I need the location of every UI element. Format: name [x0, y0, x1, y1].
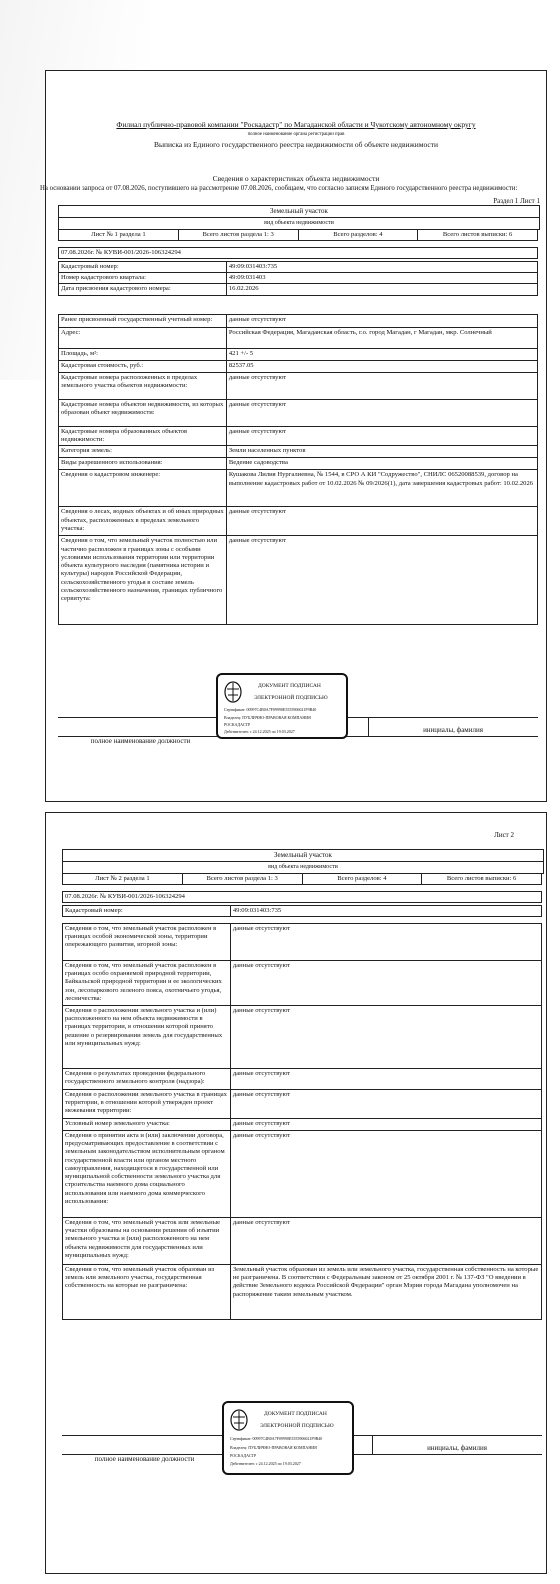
- field-value: данные отсутствуют: [226, 400, 537, 427]
- field-value: данные отсутствуют: [230, 1090, 541, 1119]
- list-number: Лист № 2 раздела 1: [63, 874, 183, 885]
- position-caption: полное наименование должности: [94, 1455, 195, 1463]
- field-label: Кадастровые номера расположенных в пределах земельного участка объектов недвижимости:: [59, 373, 227, 400]
- stamp-line1: ДОКУМЕНТ ПОДПИСАН: [264, 1411, 327, 1417]
- field-label: Виды разрешенного использования:: [59, 458, 227, 470]
- field-label: Сведения о расположении земельного участка и (или) расположенного на нем объекта недвижимости в границах территории, в отношении которой принято решение о резервировании земель для государственных или муниципальных нужд:: [63, 1006, 231, 1069]
- table-row: [63, 961, 542, 1006]
- field-label: Сведения о том, что земельный участок расположен в границах особой экономической зоны, территории опережающего развития, игорной зоны:: [63, 924, 231, 961]
- field-value: данные отсутствуют: [226, 536, 537, 625]
- field-value: данные отсутствуют: [226, 315, 537, 328]
- table-row: [59, 373, 538, 400]
- list-label: Лист 2: [494, 831, 514, 839]
- object-type-box: [58, 205, 540, 230]
- table-row: [63, 1006, 542, 1069]
- stamp-owner2: РОСКАДАСТР: [230, 1453, 257, 1458]
- field-value: 16.02.2026: [226, 284, 537, 295]
- object-type-box: [62, 849, 544, 874]
- reference-number: 07.08.2026г. № КУВИ-001/2026-106324294: [63, 892, 542, 903]
- field-label: Сведения о расположении земельного участка в границах территории, в отношении которой утвержден проект межевания территории:: [63, 1090, 231, 1119]
- field-label: Сведения о том, что земельный участок образован из земель или земельного участка, государственная собственность на которые не разграничена:: [63, 1265, 231, 1320]
- stamp-valid: Действителен: с 24.12.2025 по 19.03.2027: [230, 1461, 301, 1466]
- initials-caption: инициалы, фамилия: [423, 726, 483, 734]
- table-row: [59, 427, 538, 446]
- field-label: Кадастровые номера образованных объектов недвижимости:: [59, 427, 227, 446]
- table-row: [59, 284, 538, 295]
- field-value: 49:09:031403: [226, 273, 537, 284]
- table-row: [59, 507, 538, 536]
- field-value: Земли населенных пунктов: [226, 446, 537, 458]
- reference-row: [62, 891, 542, 903]
- razdel-total: Всего разделов: 4: [302, 874, 422, 885]
- field-value: данные отсутствуют: [230, 1006, 541, 1069]
- table-row: [59, 400, 538, 427]
- field-label: Кадастровые номера объектов недвижимости, из которых образован объект недвижимости:: [59, 400, 227, 427]
- cadastral-summary-table: [58, 261, 538, 296]
- field-label: Номер кадастрового квартала:: [59, 273, 227, 284]
- table-row: [63, 924, 542, 961]
- stamp-line2: ЭЛЕКТРОННОЙ ПОДПИСЬЮ: [254, 695, 328, 701]
- initials-caption: инициалы, фамилия: [427, 1444, 487, 1452]
- characteristics-table: [58, 314, 538, 625]
- stamp-line1: ДОКУМЕНТ ПОДПИСАН: [258, 683, 321, 689]
- sheet-counters: [58, 229, 538, 241]
- field-label: Площадь, м²:: [59, 349, 227, 361]
- object-type: Земельный участок: [59, 206, 539, 218]
- table-row: [59, 361, 538, 373]
- stamp-cert: Сертификат: 00997C4B0A7F09990E5555906021F9B40: [224, 707, 317, 712]
- table-row: [59, 536, 538, 625]
- object-type: Земельный участок: [63, 850, 543, 862]
- list-total: Всего листов раздела 1: 3: [182, 874, 302, 885]
- field-value: данные отсутствуют: [230, 1218, 541, 1265]
- vypiski-total: Всего листов выписки: 6: [418, 230, 538, 241]
- table-row: [59, 458, 538, 470]
- sheet-counters: [62, 873, 542, 885]
- table-row: [63, 1265, 542, 1320]
- field-label: Сведения о том, что земельный участок расположен в границах особо охраняемой природной территории, Байкальской природной территории и ее экологических зон, лесопаркового зеленого пояса, охотничьего угодья, лесничества:: [63, 961, 231, 1006]
- field-label: Кадастровый номер:: [59, 262, 227, 273]
- table-row: [59, 349, 538, 361]
- org-header: Филиал публично-правовой компании "Роскадастр" по Магаданской области и Чукотскому автономному округу: [116, 120, 476, 129]
- field-label: Сведения о том, что земельный участок или земельные участки образованы на основании решения об изъятии земельного участка и (или) расположенного на нем объекта недвижимости для государственных или муниципальных нужд:: [63, 1218, 231, 1265]
- field-label: Ранее присвоенный государственный учетный номер:: [59, 315, 227, 328]
- table-row: [59, 273, 538, 284]
- field-label: Кадастровый номер:: [63, 906, 231, 917]
- field-label: Сведения о кадастровом инженере:: [59, 470, 227, 507]
- field-label: Категория земель:: [59, 446, 227, 458]
- field-label: Сведения о том, что земельный участок полностью или частично расположен в границах зоны с особыми условиями использования территории или территории объекта культурного наследия (памятника истории и культуры) народов Российской Федерации, сельскохозяйственного угодья в составе земель сельскохозяйственного назначения, границах публичного сервитута:: [59, 536, 227, 625]
- extract-sheet-1: [40, 70, 547, 802]
- stamp-owner: Владелец: ПУБЛИЧНО-ПРАВОВАЯ КОМПАНИЯ: [230, 1445, 317, 1450]
- e-signature-stamp: [222, 1401, 354, 1475]
- list-number: Лист № 1 раздела 1: [59, 230, 179, 241]
- intro-text: На основании запроса от 07.08.2026, поступившего на рассмотрение 07.08.2026, сообщаем, что согласно записям Единого государственного реестра недвижимости:: [40, 185, 518, 192]
- field-value: 421 +/- 5: [226, 349, 537, 361]
- field-value: данные отсутствуют: [230, 1131, 541, 1218]
- e-signature-stamp: [216, 673, 348, 739]
- position-caption: полное наименование должности: [90, 737, 191, 745]
- field-value: данные отсутствуют: [226, 427, 537, 446]
- reference-number: 07.08.2026г. № КУВИ-001/2026-106324294: [59, 248, 538, 259]
- field-label: Условный номер земельного участка:: [63, 1119, 231, 1131]
- table-row: [63, 1119, 542, 1131]
- field-label: Сведения о принятии акта и (или) заключении договора, предусматривающих предоставление в соответствии с земельным законодательством исполнительным органом государственной власти или органом местного самоуправления, находящегося в государственной или муниципальной собственности земельного участка для строительства наемного дома социального использования или наемного дома коммерческого использования:: [63, 1131, 231, 1218]
- field-value: Ведение садоводства: [226, 458, 537, 470]
- cadastral-number-row: [62, 905, 542, 917]
- table-row: [59, 446, 538, 458]
- field-label: Сведения о результатах проведения федерального государственного земельного контроля (надзора):: [63, 1069, 231, 1090]
- table-row: [63, 1090, 542, 1119]
- table-row: [63, 1131, 542, 1218]
- org-subcaption: полное наименование органа регистрации прав: [247, 132, 345, 137]
- extract-sheet-2: [45, 812, 547, 1574]
- field-value: данные отсутствуют: [230, 1119, 541, 1131]
- list-total: Всего листов раздела 1: 3: [178, 230, 298, 241]
- section-title: Сведения о характеристиках объекта недвижимости: [212, 174, 380, 183]
- field-value: Кушакова Лилия Нургалиевна, № 1544, в СРО А КИ "Содружество", СНИЛС 06520088539, договор на выполнение кадастровых работ от 10.02.2026 № 09/2026(1), дата завершения кадастровых работ: 10.02.2026: [226, 470, 537, 507]
- table-row: [59, 470, 538, 507]
- field-value: Земельный участок образован из земель или земельного участка, государственная собственность на которые не разграничена. В соответствии с Федеральным законом от 25 октября 2001 г. № 137-ФЗ "О введении в действие Земельного кодекса Российской Федерации" орган Мэрия города Магадана уполномочен на распоряжение таким земельным участком.: [230, 1265, 541, 1320]
- field-label: Дата присвоения кадастрового номера:: [59, 284, 227, 295]
- stamp-line2: ЭЛЕКТРОННОЙ ПОДПИСЬЮ: [260, 1423, 334, 1429]
- table-row: [63, 1218, 542, 1265]
- stamp-owner2: РОСКАДАСТР: [224, 722, 251, 727]
- stamp-valid: Действителен: с 24.12.2025 по 19.03.2027: [224, 729, 295, 734]
- field-value: 49:09:031403:735: [226, 262, 537, 273]
- table-row: [59, 315, 538, 328]
- field-value: Российская Федерация, Магаданская область, г.о. город Магадан, г Магадан, мкр. Солнечный: [226, 328, 537, 349]
- field-value: данные отсутствуют: [230, 961, 541, 1006]
- doc-title: Выписка из Единого государственного реестра недвижимости об объекте недвижимости: [153, 140, 439, 149]
- stamp-owner: Владелец: ПУБЛИЧНО-ПРАВОВАЯ КОМПАНИЯ: [224, 715, 311, 720]
- stamp-cert: Сертификат: 00997C4B0A7F09990E5555906021F9B40: [230, 1436, 323, 1441]
- field-label: Адрес:: [59, 328, 227, 349]
- emblem-icon: [224, 681, 242, 703]
- field-value: данные отсутствуют: [230, 1069, 541, 1090]
- table-row: [59, 328, 538, 349]
- razdel-total: Всего разделов: 4: [298, 230, 418, 241]
- reference-row: [58, 247, 538, 259]
- field-value: 82537.05: [226, 361, 537, 373]
- razdel-label: Раздел 1 Лист 1: [493, 197, 540, 205]
- object-type-caption: вид объекта недвижимости: [268, 864, 338, 870]
- field-label: Сведения о лесах, водных объектах и об иных природных объектах, расположенных в пределах земельного участка:: [59, 507, 227, 536]
- object-type-caption: вид объекта недвижимости: [264, 220, 334, 226]
- emblem-icon: [230, 1409, 248, 1431]
- field-value: данные отсутствуют: [226, 373, 537, 400]
- field-value: данные отсутствуют: [230, 924, 541, 961]
- characteristics-table: [62, 923, 542, 1320]
- vypiski-total: Всего листов выписки: 6: [422, 874, 542, 885]
- field-value: 49:09:031403:735: [230, 906, 541, 917]
- table-row: [63, 1069, 542, 1090]
- table-row: [59, 262, 538, 273]
- field-value: данные отсутствуют: [226, 507, 537, 536]
- field-label: Кадастровая стоимость, руб.:: [59, 361, 227, 373]
